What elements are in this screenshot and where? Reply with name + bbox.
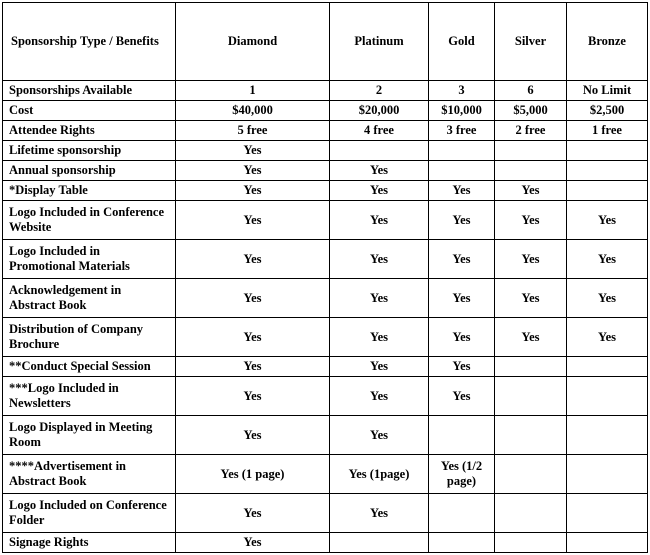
cell-platinum: Yes (330, 416, 429, 455)
cell-diamond: Yes (176, 377, 330, 416)
cell-diamond: 5 free (176, 121, 330, 141)
cell-gold: Yes (429, 318, 495, 357)
cell-silver (495, 416, 567, 455)
table-row (3, 533, 648, 553)
cell-bronze: Yes (567, 279, 648, 318)
cell-bronze (567, 181, 648, 201)
header-tier-platinum: Platinum (330, 3, 429, 81)
cell-diamond: 1 (176, 81, 330, 101)
table-row (3, 81, 648, 101)
cell-bronze (567, 533, 648, 553)
header-tier-gold: Gold (429, 3, 495, 81)
table-row (3, 240, 648, 279)
row-label: **Conduct Special Session (3, 357, 176, 377)
cell-gold (429, 494, 495, 533)
cell-silver (495, 161, 567, 181)
cell-platinum: 4 free (330, 121, 429, 141)
cell-diamond: Yes (176, 357, 330, 377)
cell-diamond: Yes (176, 161, 330, 181)
cell-gold: Yes (429, 377, 495, 416)
header-tier-diamond: Diamond (176, 3, 330, 81)
cell-bronze (567, 161, 648, 181)
table-row (3, 201, 648, 240)
cell-bronze (567, 455, 648, 494)
cell-bronze: $2,500 (567, 101, 648, 121)
row-label: Acknowledgement in Abstract Book (3, 279, 176, 318)
cell-platinum: Yes (330, 357, 429, 377)
cell-bronze: Yes (567, 201, 648, 240)
cell-gold: Yes (1/2 page) (429, 455, 495, 494)
table-row (3, 181, 648, 201)
row-label: Distribution of Company Brochure (3, 318, 176, 357)
sponsorship-table (2, 2, 648, 553)
cell-diamond: Yes (176, 141, 330, 161)
row-label: Cost (3, 101, 176, 121)
cell-silver (495, 377, 567, 416)
cell-platinum: Yes (1page) (330, 455, 429, 494)
cell-platinum: Yes (330, 161, 429, 181)
cell-gold (429, 416, 495, 455)
cell-bronze: Yes (567, 318, 648, 357)
cell-gold: 3 (429, 81, 495, 101)
row-label: *Display Table (3, 181, 176, 201)
cell-bronze (567, 494, 648, 533)
cell-diamond: Yes (176, 318, 330, 357)
row-label: ****Advertisement in Abstract Book (3, 455, 176, 494)
cell-diamond: $40,000 (176, 101, 330, 121)
row-label: Annual sponsorship (3, 161, 176, 181)
cell-platinum: Yes (330, 377, 429, 416)
cell-platinum: Yes (330, 240, 429, 279)
cell-platinum: Yes (330, 318, 429, 357)
cell-diamond: Yes (176, 201, 330, 240)
cell-platinum: Yes (330, 494, 429, 533)
table-row (3, 141, 648, 161)
cell-silver (495, 141, 567, 161)
cell-gold: Yes (429, 279, 495, 318)
table-row (3, 318, 648, 357)
cell-diamond: Yes (176, 279, 330, 318)
cell-gold: $10,000 (429, 101, 495, 121)
cell-silver (495, 494, 567, 533)
row-label: Sponsorships Available (3, 81, 176, 101)
row-label: Logo Included in Conference Website (3, 201, 176, 240)
cell-gold: Yes (429, 181, 495, 201)
cell-silver: Yes (495, 181, 567, 201)
row-label: Signage Rights (3, 533, 176, 553)
row-label: Logo Included in Promotional Materials (3, 240, 176, 279)
cell-bronze (567, 357, 648, 377)
cell-bronze: Yes (567, 240, 648, 279)
cell-bronze (567, 377, 648, 416)
cell-bronze (567, 416, 648, 455)
table-row (3, 494, 648, 533)
cell-bronze (567, 141, 648, 161)
cell-gold (429, 141, 495, 161)
table-row (3, 101, 648, 121)
cell-diamond: Yes (176, 494, 330, 533)
cell-silver (495, 357, 567, 377)
table-row (3, 377, 648, 416)
row-label: Logo Included on Conference Folder (3, 494, 176, 533)
header-row (3, 3, 648, 81)
cell-gold: Yes (429, 201, 495, 240)
header-tier-bronze: Bronze (567, 3, 648, 81)
table-row (3, 416, 648, 455)
cell-diamond: Yes (1 page) (176, 455, 330, 494)
cell-silver: Yes (495, 279, 567, 318)
cell-gold (429, 161, 495, 181)
cell-bronze: No Limit (567, 81, 648, 101)
cell-diamond: Yes (176, 240, 330, 279)
cell-gold: 3 free (429, 121, 495, 141)
cell-gold (429, 533, 495, 553)
cell-silver (495, 455, 567, 494)
cell-silver: 6 (495, 81, 567, 101)
cell-silver: Yes (495, 318, 567, 357)
row-label: Logo Displayed in Meeting Room (3, 416, 176, 455)
cell-diamond: Yes (176, 416, 330, 455)
cell-platinum: 2 (330, 81, 429, 101)
row-label: Attendee Rights (3, 121, 176, 141)
cell-platinum: Yes (330, 201, 429, 240)
header-benefits-label: Sponsorship Type / Benefits (3, 3, 176, 81)
cell-silver: Yes (495, 201, 567, 240)
table-row (3, 357, 648, 377)
table-row (3, 455, 648, 494)
header-tier-silver: Silver (495, 3, 567, 81)
cell-diamond: Yes (176, 181, 330, 201)
cell-silver (495, 533, 567, 553)
cell-bronze: 1 free (567, 121, 648, 141)
table-row (3, 161, 648, 181)
row-label: ***Logo Included in Newsletters (3, 377, 176, 416)
cell-platinum: Yes (330, 279, 429, 318)
cell-silver: $5,000 (495, 101, 567, 121)
cell-platinum: $20,000 (330, 101, 429, 121)
cell-diamond: Yes (176, 533, 330, 553)
cell-gold: Yes (429, 240, 495, 279)
cell-platinum (330, 141, 429, 161)
row-label: Lifetime sponsorship (3, 141, 176, 161)
table-row (3, 121, 648, 141)
cell-silver: 2 free (495, 121, 567, 141)
cell-platinum: Yes (330, 181, 429, 201)
table-row (3, 279, 648, 318)
cell-silver: Yes (495, 240, 567, 279)
cell-gold: Yes (429, 357, 495, 377)
cell-platinum (330, 533, 429, 553)
